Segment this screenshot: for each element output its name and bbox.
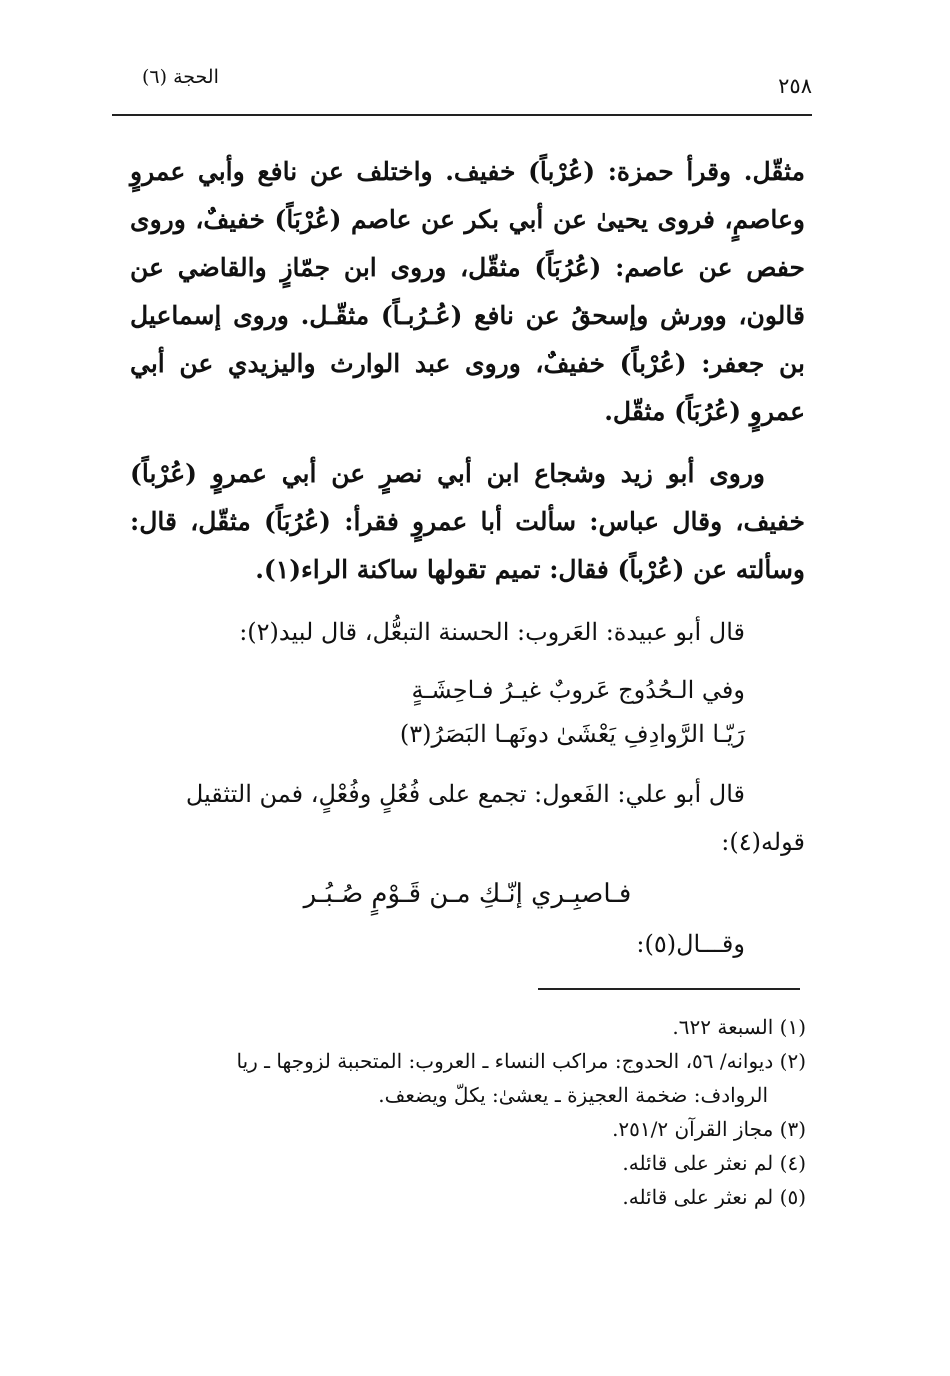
footnote-2-continuation: الروادف: ضخمة العجيزة ـ يعشىٰ: يكلّ ويضعف. <box>378 1083 768 1107</box>
paragraph-abu-ubayda: قال أبو عبيدة: العَروب: الحسنة التبعُّل، قال لبيد(٢): <box>239 618 745 646</box>
main-text <box>130 148 805 968</box>
footnotes <box>112 1010 806 1214</box>
footnote-1: (١) السبعة ٦٢٢. <box>672 1015 806 1039</box>
paragraph-abu-ali: قال أبو علي: الفَعول: تجمع على فُعُلٍ وفُعْلٍ، فمن التثقيل قوله(٤): <box>185 780 805 856</box>
verse-line-2: رَيّـا الرَّوادِفِ يَعْشَىٰ دونَهـا البَصَرُ(٣) <box>399 720 745 748</box>
page-header <box>112 66 812 106</box>
page-number: ٢٥٨ <box>778 74 812 98</box>
header-rule <box>112 114 812 116</box>
footnote-4: (٤) لم نعثر على قائله. <box>622 1151 806 1175</box>
running-title: الحجة (٦) <box>142 66 219 88</box>
paragraph-readings: مثقّل. وقرأ حمزة: (عُرْباً) خفيف. واختلف عن نافع وأبي عمروٍ وعاصمٍ، فروى يحيىٰ عن أبي بكر عن عاصم (عُرْبَاً) خفيفٌ، وروى حفص عن عاصم: (عُرُبَاً) مثقّل، وروى ابن جمّازٍ والقاضي عن قالون، وورش وإسحقُ عن نافع (عُـرُبـاً) مثقّـل. وروى إسماعيل بن جعفر: (عُرْباً) خفيفٌ، وروى عبد الوارث واليزيدي عن أبي عمروٍ (عُرُبَاً) مثقّل. <box>130 157 805 426</box>
paragraph-qala: وقـــال(٥): <box>636 930 745 958</box>
footnote-3: (٣) مجاز القرآن ٢٥١/٢. <box>612 1117 806 1141</box>
paragraph-abu-zayd: وروى أبو زيد وشجاع ابن أبي نصرٍ عن أبي عمروٍ (عُرْباً) خفيف، وقال عباس: سألت أبا عمروٍ فقرأ: (عُرُبَاً) مثقّل، قال: وسألته عن (عُرْباً) فقال: تميم تقولها ساكنة الراء(١). <box>130 459 805 584</box>
footnote-rule <box>538 988 800 990</box>
verse-line-3: فـاصبِـري إنّـكِ مـن قَـوْمٍ صُـبُـر <box>303 879 632 909</box>
footnote-2: (٢) ديوانه/ ٥٦، الحدوج: مراكب النساء ـ العروب: المتحببة لزوجها ـ ريا <box>236 1049 806 1073</box>
verse-line-1: وفي الـحُدُوج عَروبٌ غيـرُ فـاحِشَـةٍ <box>411 676 745 704</box>
footnote-5: (٥) لم نعثر على قائله. <box>622 1185 806 1209</box>
